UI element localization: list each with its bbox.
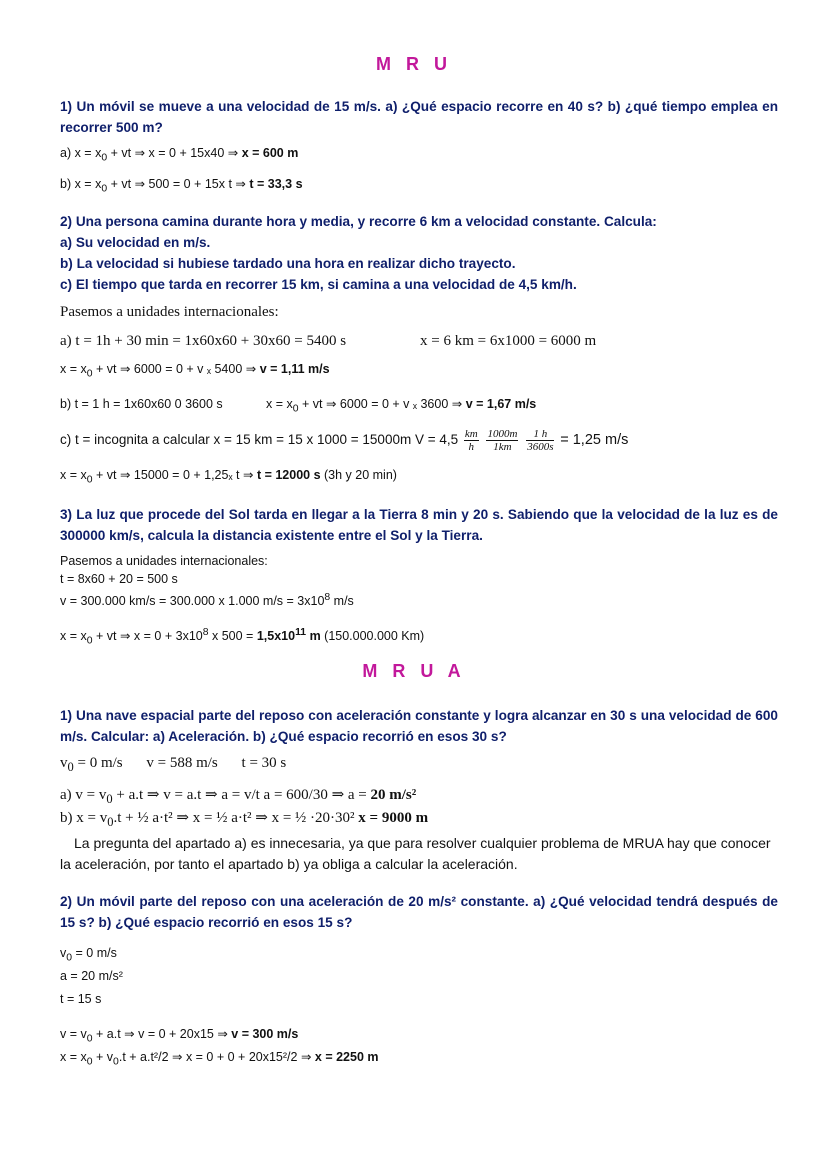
mru-q2-result-b: v = 1,67 m/s — [465, 397, 537, 411]
mru-q2-result-a: v = 1,11 m/s — [259, 362, 330, 376]
mrua-q2-answer-x: $x = x_0 + v_0.t + a.t^2/2$ ⇒ x = 0 + 0 + 20x15²/2 ⇒ x = 2250 m — [60, 1050, 379, 1068]
fraction-1000m-1km: $\frac{1000m}{1km}$ — [487, 427, 518, 453]
mru-q2-pasemos: Pasemos a unidades internacionales: — [60, 304, 279, 320]
mru-q1-result-b: t = 33,3 s — [249, 177, 303, 191]
mru-q2-answer-c: c) t = incognita a calcular x = 15 km = 15 x 1000 = 15000m V = 4,5 $\frac{km}{h}$ $\frac{1000m}{1km}$ $\frac{1 h}{3600s}$ = 1,25 m/s — [60, 427, 629, 453]
mrua-q1-answer-b: b) $x = v_0.t$ + ½ a·t² ⇒ x = ½ a·t² ⇒ x = ½ ·20·30² x = 9000 m — [60, 810, 429, 829]
mrua-q1-note: La pregunta del apartado a) es innecesaria, ya que para resolver cualquier problema de MRUA hay que conocer la aceleración, por tanto el apartado b) ya obliga a calcular la aceleración. — [60, 835, 771, 872]
mru-question-2-intro: 2) Una persona camina durante hora y media, y recorre 6 km a velocidad constante. Calcula: — [60, 214, 657, 229]
mrua-q2-v0: $v_0 = 0$ m/s — [60, 946, 117, 964]
mru-q3-velocity: v = 300.000 km/s = 300.000 x 1.000 $m/s = 3x10^8$ m/s — [60, 592, 354, 609]
fraction-1h-3600s: $\frac{1 h}{3600s}$ — [527, 427, 554, 453]
mru-question-2-item-a: a) Su velocidad en m/s. — [60, 235, 211, 250]
mru-question-1: 1) Un móvil se mueve a una velocidad de 15 m/s. a) ¿Qué espacio recorre en 40 s? b) ¿qué tiempo emplea en recorrer 500 m? — [60, 99, 778, 135]
mrua-q2-accel: a = 20 m/s² — [60, 969, 123, 983]
mru-q2-b-time: b) t = 1 h = 1x60x60 0 3600 s — [60, 397, 223, 411]
mrua-title: M R U A — [362, 661, 466, 681]
mrua-q2-result-v: v = 300 m/s — [231, 1027, 299, 1041]
mru-q2-answer-c2: $x = x_0$ + vt ⇒ 15000 = 0 + 1,25ₓ t ⇒ t = 12000 s (3h y 20 min) — [60, 468, 397, 486]
mrua-q1-answer-a: a) $v = v_0 + a.t$ ⇒ v = a.t ⇒ a = v/t a = 600/30 ⇒ a = 20 m/s² — [60, 787, 417, 806]
mrua-q1-data: $v_0 = 0$ m/s v = 588 m/s t = 30 s — [60, 755, 287, 774]
mru-q1-answer-a: a) $x = x_0$ + vt ⇒ x = 0 + 15x40 ⇒ x = 600 m — [60, 146, 299, 164]
mrua-q2-result-x: x = 2250 m — [314, 1050, 379, 1064]
mru-q1-result-a: x = 600 m — [241, 146, 299, 160]
mru-title: M R U — [376, 54, 452, 74]
mru-q3-answer: $x = x_0$ + vt ⇒ $x = 0 + 3x10^8$ x $500 = 1,5x10^{11}$ m (150.000.000 Km) — [60, 627, 425, 647]
mru-q2-conv-x: x = 6 km = 6x1000 = 6000 m — [420, 333, 597, 349]
mru-q2-conv-t: a) t = 1h + 30 min = 1x60x60 + 30x60 = 5400 s — [60, 333, 347, 349]
mrua-question-2: 2) Un móvil parte del reposo con una aceleración de 20 m/s² constante. a) ¿Qué velocidad tendrá después de 15 s? b) ¿Qué espacio recorrió en esos 15 s? — [60, 894, 778, 930]
fraction-km-h: $\frac{km}{h}$ — [464, 427, 478, 453]
mru-question-2-item-c: c) El tiempo que tarda en recorrer 15 km, si camina a una velocidad de 4,5 km/h. — [60, 277, 577, 292]
mrua-q1-result-b: x = 9000 m — [358, 810, 429, 826]
mru-q2-result-c: t = 12000 s — [256, 468, 321, 482]
mru-q3-time: t = 8x60 + 20 = 500 s — [60, 572, 178, 586]
mru-question-2-item-b: b) La velocidad si hubiese tardado una hora en realizar dicho trayecto. — [60, 256, 516, 271]
mru-q3-pasemos: Pasemos a unidades internacionales: — [60, 554, 268, 568]
mrua-q2-answer-v: $v = v_0 + a.t$ ⇒ v = 0 + 20x15 ⇒ v = 300 m/s — [60, 1027, 299, 1045]
mrua-q2-time: t = 15 s — [60, 992, 102, 1006]
mrua-question-1: 1) Una nave espacial parte del reposo con aceleración constante y logra alcanzar en 30 s una velocidad de 600 m/s. Calcular: a) Aceleración. b) ¿Qué espacio recorrió en esos 30 s? — [60, 708, 778, 744]
mru-q1-answer-b: b) $x = x_0$ + vt ⇒ 500 = 0 + 15x t ⇒ t = 33,3 s — [60, 177, 303, 195]
mru-q2-answer-a: $x = x_0$ + vt ⇒ 6000 = 0 + v ₓ 5400 ⇒ v = 1,11 m/s — [60, 362, 330, 380]
mrua-q1-result-a: 20 m/s² — [370, 787, 417, 803]
mru-q2-answer-b: $x = x_0$ + vt ⇒ 6000 = 0 + v ₓ 3600 ⇒ v = 1,67 m/s — [266, 397, 537, 415]
mru-question-3: 3) La luz que procede del Sol tarda en llegar a la Tierra 8 min y 20 s. Sabiendo que la velocidad de la luz es de 300000 km/s, calcula la distancia existente entre el Sol y la Tierra. — [60, 507, 778, 543]
mru-q3-result: $1,5x10^{11}$ m — [256, 627, 321, 644]
